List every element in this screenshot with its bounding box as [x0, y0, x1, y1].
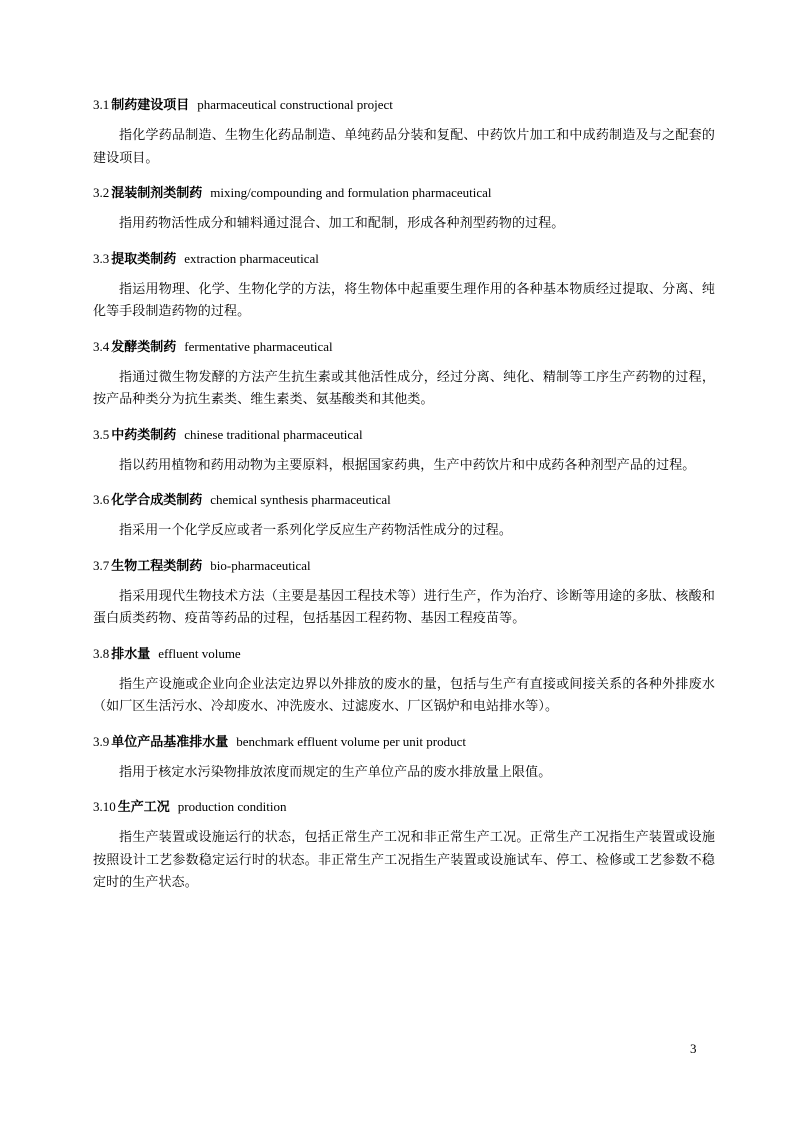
section-number: 3.9	[93, 733, 110, 749]
section-heading-3-5	[93, 424, 715, 447]
section-number: 3.5	[93, 426, 110, 442]
section-title-zh: 混装制剂类制药	[111, 186, 203, 201]
section-title-en: fermentative pharmaceutical	[184, 338, 333, 354]
section-title-en: chinese traditional pharmaceutical	[184, 426, 363, 442]
section-heading-3-2	[93, 182, 715, 205]
section-number: 3.7	[93, 557, 110, 573]
section-definition-3-4: 指通过微生物发酵的方法产生抗生素或其他活性成分，经过分离、纯化、精制等工序生产药物的过程，按产品种类分为抗生素类、维生素类、氨基酸类和其他类。	[93, 369, 715, 407]
section-number: 3.3	[93, 250, 110, 266]
section-number: 3.8	[93, 645, 110, 661]
section-definition-3-7: 指采用现代生物技术方法（主要是基因工程技术等）进行生产，作为治疗、诊断等用途的多肽、核酸和蛋白质类药物、疫苗等药品的过程，包括基因工程药物、基因工程疫苗等。	[93, 588, 715, 626]
section-title-en: benchmark effluent volume per unit product	[236, 733, 466, 749]
section-definition-3-5: 指以药用植物和药用动物为主要原料，根据国家药典，生产中药饮片和中成药各种剂型产品的过程。	[119, 457, 696, 473]
section-title-zh: 单位产品基准排水量	[111, 734, 229, 750]
section-title-en: chemical synthesis pharmaceutical	[210, 492, 391, 507]
section-number: 3.1	[93, 97, 110, 112]
section-heading-3-8	[93, 643, 715, 666]
section-title-en: pharmaceutical constructional project	[197, 97, 393, 112]
section-title-en: extraction pharmaceutical	[184, 250, 319, 266]
section-definition-3-10: 指生产装置或设施运行的状态，包括正常生产工况和非正常生产工况。正常生产工况指生产装置或设施按照设计工艺参数稳定运行时的状态。非正常生产工况指生产装置或设施试车、停工、检修或工艺参数不稳定时的生产状态。	[93, 830, 715, 890]
section-title-zh: 制药建设项目	[111, 98, 190, 113]
section-heading-3-3	[93, 248, 715, 271]
section-title-zh: 生产工况	[117, 800, 170, 815]
section-heading-3-1	[93, 94, 715, 117]
section-definition-3-1: 指化学药品制造、生物生化药品制造、单纯药品分装和复配、中药饮片加工和中成药制造及与之配套的建设项目。	[93, 128, 715, 166]
section-title-en: production condition	[177, 799, 287, 814]
section-title-zh: 化学合成类制药	[111, 493, 203, 508]
section-heading-3-7	[93, 555, 715, 578]
section-title-en: bio-pharmaceutical	[210, 557, 311, 573]
section-heading-3-9	[93, 731, 715, 754]
section-number: 3.2	[93, 185, 110, 200]
section-definition-3-9: 指用于核定水污染物排放浓度而规定的生产单位产品的废水排放量上限值。	[119, 764, 552, 780]
section-definition-3-3: 指运用物理、化学、生物化学的方法，将生物体中起重要生理作用的各种基本物质经过提取、分离、纯化等手段制造药物的过程。	[93, 281, 715, 319]
section-title-zh: 中药类制药	[111, 427, 177, 443]
section-definition-3-6: 指采用一个化学反应或者一系列化学反应生产药物活性成分的过程。	[119, 523, 513, 538]
section-title-zh: 生物工程类制药	[111, 558, 203, 574]
section-title-zh: 提取类制药	[111, 251, 177, 267]
section-heading-3-4	[93, 336, 715, 359]
section-title-zh: 发酵类制药	[111, 339, 177, 355]
section-definition-3-8: 指生产设施或企业向企业法定边界以外排放的废水的量，包括与生产有直接或间接关系的各种外排废水（如厂区生活污水、冷却废水、冲洗废水、过滤废水、厂区锅炉和电站排水等）。	[93, 676, 715, 714]
section-heading-3-6	[93, 489, 715, 512]
section-number: 3.10	[93, 799, 116, 814]
section-heading-3-10	[93, 796, 715, 819]
document-body	[93, 94, 715, 907]
section-title-zh: 排水量	[111, 646, 151, 662]
section-number: 3.6	[93, 492, 110, 507]
section-number: 3.4	[93, 338, 110, 354]
section-title-en: effluent volume	[158, 645, 241, 661]
section-definition-3-2: 指用药物活性成分和辅料通过混合、加工和配制，形成各种剂型药物的过程。	[119, 216, 565, 231]
section-title-en: mixing/compounding and formulation pharmaceutical	[210, 185, 492, 200]
page-number: 3	[690, 1041, 697, 1056]
